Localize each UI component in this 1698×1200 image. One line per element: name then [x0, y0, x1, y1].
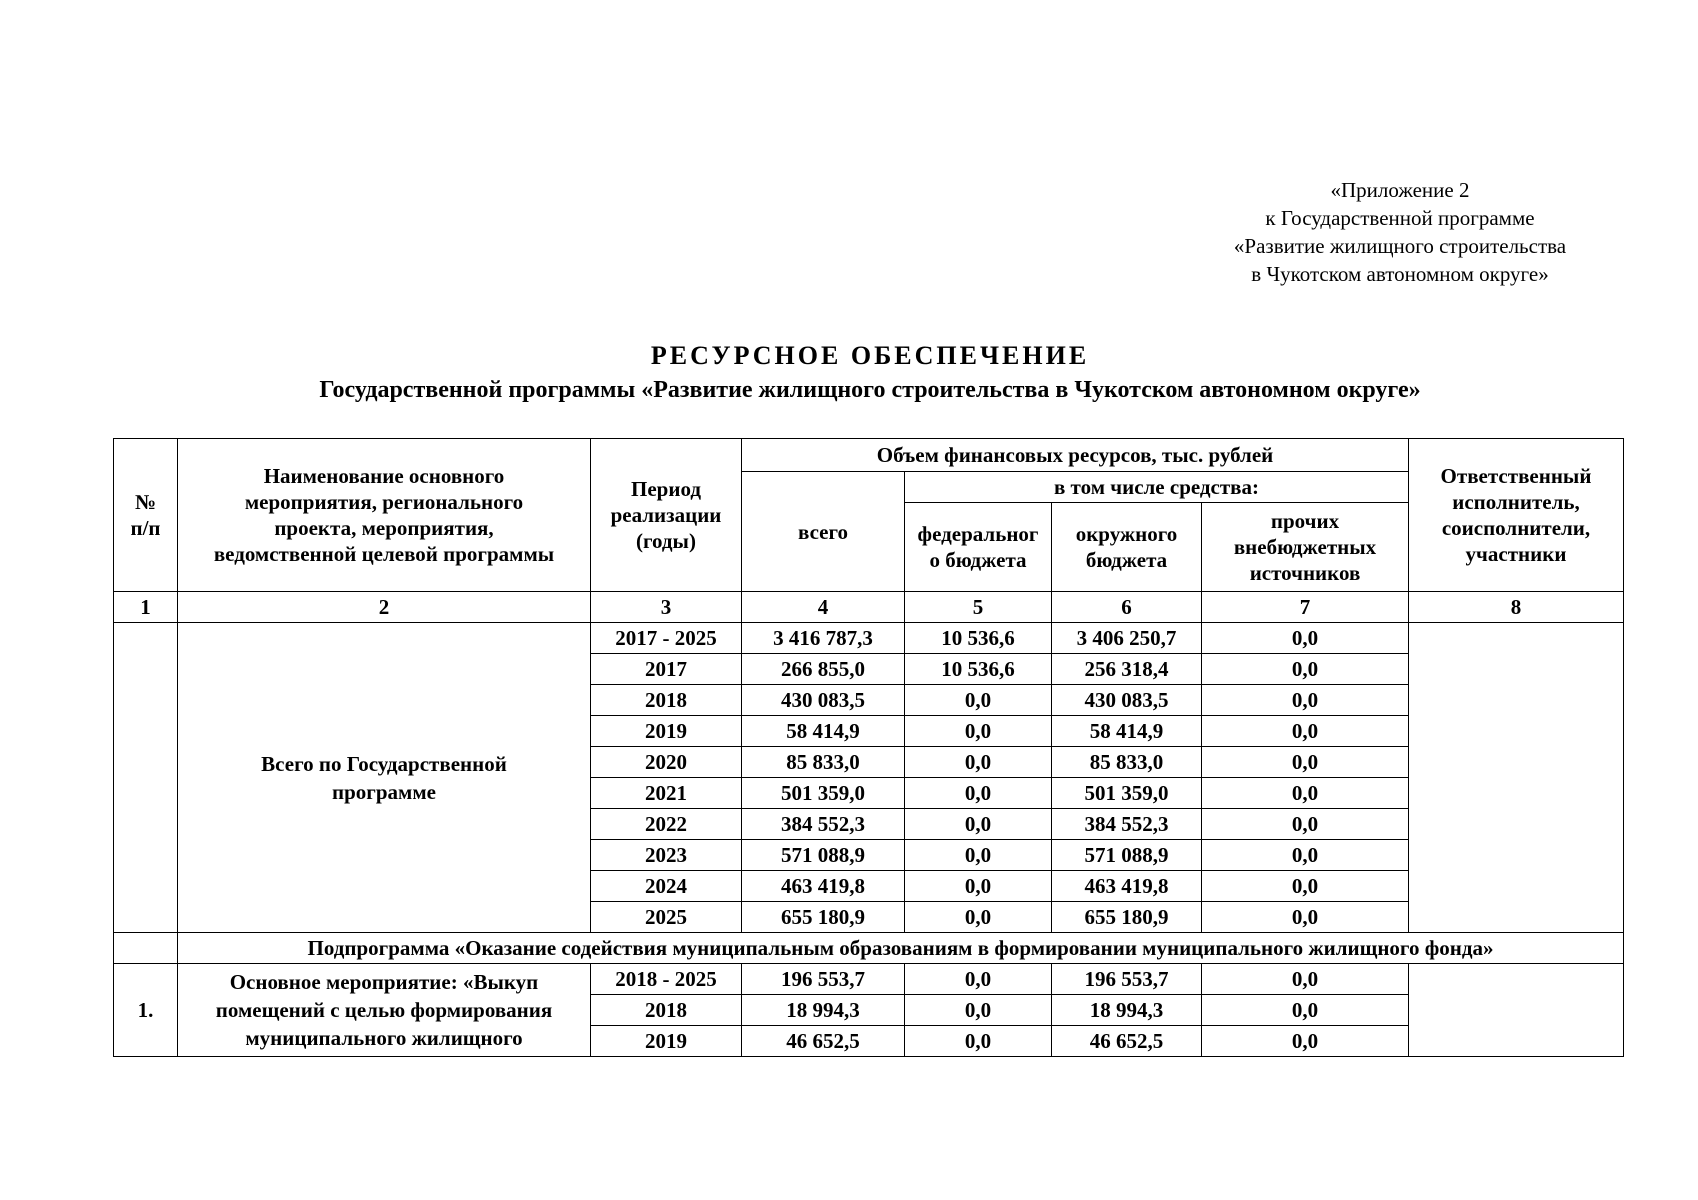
header-text: окружного: [1075, 522, 1178, 546]
district-cell: 46 652,5: [1052, 1026, 1202, 1057]
period-cell: 2022: [591, 809, 742, 840]
column-number: 5: [905, 592, 1052, 623]
federal-cell: 0,0: [905, 809, 1052, 840]
appendix-line: в Чукотском автономном округе»: [1251, 262, 1549, 286]
header-text: Период: [631, 477, 701, 501]
total-cell: 571 088,9: [742, 840, 905, 871]
total-cell: 85 833,0: [742, 747, 905, 778]
period-cell: 2018: [591, 685, 742, 716]
federal-cell: 0,0: [905, 902, 1052, 933]
period-cell: 2018 - 2025: [591, 964, 742, 995]
period-cell: 2018: [591, 995, 742, 1026]
row-name-text: программе: [332, 779, 436, 804]
other-cell: 0,0: [1202, 964, 1409, 995]
header-text: о бюджета: [929, 548, 1027, 572]
district-cell: 3 406 250,7: [1052, 623, 1202, 654]
appendix-note: [1185, 176, 1615, 288]
header-period: [591, 439, 742, 592]
period-cell: 2020: [591, 747, 742, 778]
total-cell: 501 359,0: [742, 778, 905, 809]
header-text: (годы): [636, 529, 696, 553]
period-cell: 2024: [591, 871, 742, 902]
header-federal: [905, 503, 1052, 592]
district-cell: 256 318,4: [1052, 654, 1202, 685]
row-name-text: помещений с целью формирования: [215, 998, 553, 1022]
total-cell: 3 416 787,3: [742, 623, 905, 654]
federal-cell: 0,0: [905, 778, 1052, 809]
table-row: [114, 623, 1624, 654]
column-number: 3: [591, 592, 742, 623]
federal-cell: 10 536,6: [905, 654, 1052, 685]
header-num: [114, 439, 178, 592]
header-text: Ответственный: [1440, 464, 1592, 488]
district-cell: 18 994,3: [1052, 995, 1202, 1026]
other-cell: 0,0: [1202, 995, 1409, 1026]
federal-cell: 0,0: [905, 840, 1052, 871]
header-text: внебюджетных: [1233, 535, 1377, 559]
subprogram-row: [114, 933, 1624, 964]
district-cell: 430 083,5: [1052, 685, 1202, 716]
header-text: проекта, мероприятия,: [274, 516, 494, 540]
other-cell: 0,0: [1202, 902, 1409, 933]
appendix-line: к Государственной программе: [1265, 206, 1535, 230]
period-cell: 2021: [591, 778, 742, 809]
column-number: 8: [1409, 592, 1624, 623]
header-text: п/п: [130, 516, 161, 540]
total-cell: 58 414,9: [742, 716, 905, 747]
total-cell: 18 994,3: [742, 995, 905, 1026]
federal-cell: 0,0: [905, 995, 1052, 1026]
appendix-line: «Развитие жилищного строительства: [1233, 234, 1567, 258]
table-row: [114, 964, 1624, 995]
district-cell: 463 419,8: [1052, 871, 1202, 902]
column-numbers-row: [114, 592, 1624, 623]
district-cell: 655 180,9: [1052, 902, 1202, 933]
total-cell: 430 083,5: [742, 685, 905, 716]
district-cell: 58 414,9: [1052, 716, 1202, 747]
other-cell: 0,0: [1202, 685, 1409, 716]
district-cell: 384 552,3: [1052, 809, 1202, 840]
header-text: соисполнители,: [1441, 516, 1591, 540]
row-name-text: Основное мероприятие: «Выкуп: [229, 970, 539, 994]
header-text: ведомственной целевой программы: [213, 542, 555, 566]
total-cell: 46 652,5: [742, 1026, 905, 1057]
federal-cell: 0,0: [905, 716, 1052, 747]
federal-cell: 0,0: [905, 964, 1052, 995]
column-number: 2: [178, 592, 591, 623]
header-name: [178, 439, 591, 592]
subprogram-title: Подпрограмма «Оказание содействия муниципальным образованиям в формировании муниципального жилищного фонда»: [178, 933, 1624, 964]
document-subtitle: Государственной программы «Развитие жилищного строительства в Чукотском автономном округе»: [319, 377, 1421, 403]
district-cell: 85 833,0: [1052, 747, 1202, 778]
period-cell: 2025: [591, 902, 742, 933]
period-cell: 2019: [591, 716, 742, 747]
other-cell: 0,0: [1202, 871, 1409, 902]
measure-number: 1.: [114, 964, 178, 1057]
total-name-cell: [178, 623, 591, 933]
row-name-text: муниципального жилищного: [245, 1026, 523, 1050]
header-text: федеральног: [917, 522, 1039, 546]
total-cell: 266 855,0: [742, 654, 905, 685]
total-cell: 196 553,7: [742, 964, 905, 995]
period-cell: 2017: [591, 654, 742, 685]
resource-table: [113, 438, 1624, 1057]
period-cell: 2019: [591, 1026, 742, 1057]
district-cell: 571 088,9: [1052, 840, 1202, 871]
other-cell: 0,0: [1202, 623, 1409, 654]
other-cell: 0,0: [1202, 716, 1409, 747]
total-cell: 655 180,9: [742, 902, 905, 933]
header-district: [1052, 503, 1202, 592]
federal-cell: 0,0: [905, 871, 1052, 902]
federal-cell: 10 536,6: [905, 623, 1052, 654]
measure-name-cell: [178, 964, 591, 1057]
header-text: участники: [1465, 542, 1567, 566]
district-cell: 196 553,7: [1052, 964, 1202, 995]
period-cell: 2017 - 2025: [591, 623, 742, 654]
federal-cell: 0,0: [905, 685, 1052, 716]
total-cell: 384 552,3: [742, 809, 905, 840]
period-cell: 2023: [591, 840, 742, 871]
other-cell: 0,0: [1202, 809, 1409, 840]
column-number: 7: [1202, 592, 1409, 623]
row-name-text: Всего по Государственной: [261, 751, 507, 776]
header-text: бюджета: [1085, 548, 1168, 572]
responsible-cell: [1409, 964, 1624, 1057]
federal-cell: 0,0: [905, 1026, 1052, 1057]
header-text: Наименование основного: [263, 464, 505, 488]
header-text: источников: [1249, 561, 1361, 585]
document-title: РЕСУРСНОЕ ОБЕСПЕЧЕНИЕ: [650, 341, 1090, 370]
other-cell: 0,0: [1202, 747, 1409, 778]
subprogram-num-cell: [114, 933, 178, 964]
header-other: [1202, 503, 1409, 592]
header-text: мероприятия, регионального: [244, 490, 524, 514]
other-cell: 0,0: [1202, 1026, 1409, 1057]
total-num-cell: [114, 623, 178, 933]
header-responsible: [1409, 439, 1624, 592]
responsible-cell: [1409, 623, 1624, 933]
header-volume: Объем финансовых ресурсов, тыс. рублей: [742, 439, 1409, 472]
other-cell: 0,0: [1202, 654, 1409, 685]
header-text: №: [134, 490, 157, 514]
total-cell: 463 419,8: [742, 871, 905, 902]
appendix-line: «Приложение 2: [1330, 178, 1470, 202]
federal-cell: 0,0: [905, 747, 1052, 778]
header-text: реализации: [610, 503, 722, 527]
column-number: 6: [1052, 592, 1202, 623]
header-total: всего: [742, 472, 905, 592]
header-including: в том числе средства:: [905, 472, 1409, 503]
district-cell: 501 359,0: [1052, 778, 1202, 809]
header-text: прочих: [1270, 509, 1340, 533]
column-number: 4: [742, 592, 905, 623]
other-cell: 0,0: [1202, 778, 1409, 809]
column-number: 1: [114, 592, 178, 623]
header-text: исполнитель,: [1452, 490, 1580, 514]
other-cell: 0,0: [1202, 840, 1409, 871]
